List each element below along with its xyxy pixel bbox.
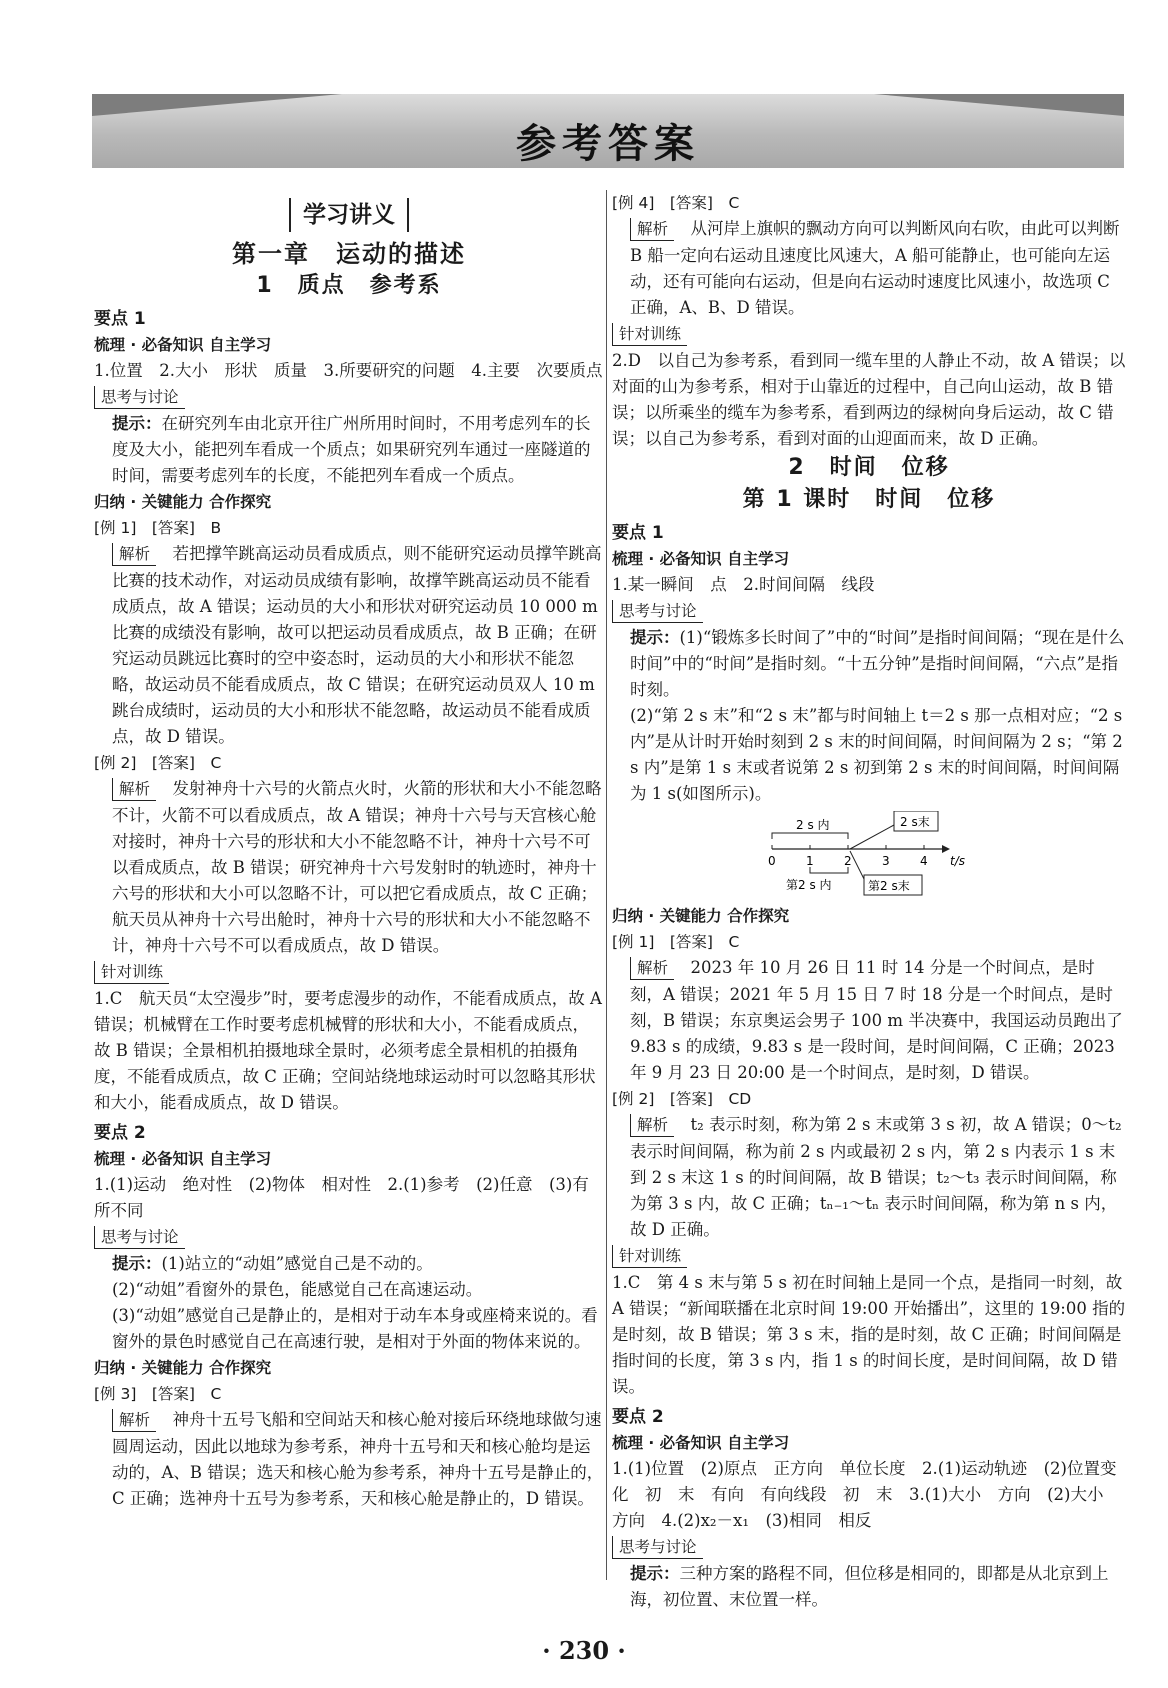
analysis-block — [612, 216, 1126, 321]
discuss-tag: 思考与讨论 — [612, 1536, 703, 1559]
analysis-text: 神舟十五号飞船和空间站天和核心舱对接后环绕地球做匀速圆周运动，因此以地球为参考系，神舟十五号和天和核心舱均是运动的，A、B 错误；选天和核心舱为参考系，神舟十五号是静止的，C 正确；选神舟十五号为参考系，天和核心舱是静止的，D 错误。 — [112, 1410, 604, 1508]
answer-text: 1.(1)位置 (2)原点 正方向 单位长度 2.(1)运动轨迹 (2)位置变化 初 末 有向 有向线段 初 末 3.(1)大小 方向 (2)大小 方向 4.(2)x₂－x₁ (3)相同 相反 — [612, 1459, 1120, 1530]
analysis-block — [612, 1112, 1126, 1243]
hint-text: (1)站立的“动姐”感觉自己是不动的。 — [161, 1254, 433, 1273]
hint-text: 在研究列车由北京开往广州所用时间时，不用考虑列车的长度及大小，能把列车看成一个质点；如果研究列车通过一座隧道的时间，需要考虑列车的长度，不能把列车看成一个质点。 — [112, 414, 591, 485]
lesson-title: 1 质点 参考系 — [256, 273, 442, 298]
analysis-text: 若把撑竿跳高运动员看成质点，则不能研究运动员撑竿跳高比赛的技术动作，对运动员成绩有影响，故撑竿跳高运动员不能看成质点，故 A 错误；运动员的大小和形状对研究运动员 10 000 m 比赛的成绩没有影响，故可以把运动员看成质点，故 B 正确；在研究运动员跳远比赛时的空中姿态时，运动员的大小和形状不能忽略，故运动员不能看成质点，故 C 错误；在研究运动员双人 10 m 跳台成绩时，运动员的大小和形状不能忽略，故运动员不能看成质点，故 D 错误。 — [112, 544, 602, 746]
bracket-2s-in — [772, 833, 848, 839]
pointer-2s-end — [850, 825, 894, 849]
analysis-block — [612, 955, 1126, 1086]
hint-block — [612, 625, 1126, 703]
analysis-tag: 解析 — [630, 218, 674, 241]
example-label: [例 4] [答案] C — [612, 194, 740, 212]
analysis-block — [94, 541, 604, 750]
subsection-heading: 归纳 · 关键能力 合作探究 — [94, 1359, 272, 1377]
analysis-block — [94, 776, 604, 959]
analysis-tag: 解析 — [112, 1409, 156, 1432]
tick-label: 2 — [844, 854, 852, 868]
training-tag: 针对训练 — [612, 323, 687, 346]
hint-text: 三种方案的路程不同，但位移是相同的，即都是从北京到上海，初位置、末位置一样。 — [630, 1564, 1109, 1609]
hint-block — [94, 1251, 604, 1277]
hint-text: (3)“动姐”感觉自己是静止的，是相对于动车本身或座椅来说的。看窗外的景色时感觉自己在高速行驶，是相对于外面的物体来说的。 — [112, 1306, 598, 1351]
training-text: 1.C 航天员“太空漫步”时，要考虑漫步的动作，不能看成质点，故 A 错误；机械臂在工作时要考虑机械臂的形状和大小，不能看成质点，故 B 错误；全景相机拍摄地球全景时，必须考虑全景相机的拍摄角度，不能看成质点，故 C 正确；空间站绕地球运动时可以忽略其形状和大小，能看成质点，故 D 错误。 — [94, 989, 602, 1112]
axis-arrow — [942, 845, 950, 853]
analysis-block — [94, 1407, 604, 1512]
axis-label: t/s — [950, 854, 965, 868]
point-heading: 要点 1 — [612, 523, 664, 543]
section-title — [94, 198, 604, 232]
analysis-tag: 解析 — [630, 957, 674, 980]
header-banner — [92, 94, 1124, 168]
analysis-text: 从河岸上旗帜的飘动方向可以判断风向右吹，由此可以判断 B 船一定向右运动且速度比风速大，A 船可能静止，也可能向左运动，还有可能向右运动，但是向右运动时速度比风速小，故选项 C 正确，A、B、D 错误。 — [630, 219, 1120, 317]
subsection-heading: 梳理 · 必备知识 自主学习 — [94, 1150, 272, 1168]
hint-text: (2)“第 2 s 末”和“2 s 末”都与时间轴上 t＝2 s 那一点相对应；“2 s 内”是从计时开始时刻到 2 s 末的时间间隔，时间间隔为 2 s；“第 2 s 内”是第 1 s 末或者说第 2 s 初到第 2 s 末的时间间隔，时间间隔为 1 s(如图所示)。 — [630, 706, 1123, 803]
hint-block — [94, 411, 604, 489]
discuss-tag: 思考与讨论 — [94, 1226, 185, 1249]
hint-label: 提示： — [630, 628, 680, 647]
answer-text: 1.某一瞬间 点 2.时间间隔 线段 — [612, 575, 875, 594]
discuss-tag: 思考与讨论 — [94, 386, 185, 409]
hint-text: (1)“锻炼多长时间了”中的“时间”是指时间间隔；“现在是什么时间”中的“时间”是指时刻。“十五分钟”是指时间间隔，“六点”是指时刻。 — [630, 628, 1125, 699]
answer-text: 1.位置 2.大小 形状 质量 3.所要研究的问题 4.主要 次要质点 — [94, 361, 603, 380]
timeline-figure — [752, 811, 972, 897]
analysis-text: t₂ 表示时刻，称为第 2 s 末或第 3 s 初，故 A 错误；0～t₂ 表示时间间隔，称为前 2 s 内或最初 2 s 内，第 2 s 内表示 1 s 末到 2 s 末这 1 s 的时间间隔，故 B 错误；t₂～t₃ 表示时间间隔，称为第 3 s 内，故 C 正确；tₙ₋₁～tₙ 表示时间间隔，称为第 n s 内，故 D 正确。 — [630, 1115, 1122, 1239]
subsection-heading: 归纳 · 关键能力 合作探究 — [612, 907, 790, 925]
right-column — [612, 190, 1126, 1613]
pointer-2nd-end — [850, 851, 864, 879]
subsection-heading: 梳理 · 必备知识 自主学习 — [612, 550, 790, 568]
hint-label: 提示： — [112, 414, 162, 433]
class-title: 第 1 课时 时间 位移 — [742, 487, 996, 512]
lesson-title: 2 时间 位移 — [788, 455, 950, 480]
section-title-text: 学习讲义 — [289, 198, 409, 232]
analysis-text: 发射神舟十六号的火箭点火时，火箭的形状和大小不能忽略不计，火箭不可以看成质点，故 A 错误；神舟十六号与天宫核心舱对接时，神舟十六号的形状和大小不能忽略不计，神舟十六号不可以看成质点，故 B 错误；研究神舟十六号发射时的轨迹时，神舟十六号的形状和大小可以忽略不计，可以把它看成质点，故 C 正确；航天员从神舟十六号出舱时，神舟十六号的形状和大小不能忽略不计，神舟十六号不可以看成质点，故 D 错误。 — [112, 779, 602, 955]
subsection-heading: 归纳 · 关键能力 合作探究 — [94, 493, 272, 511]
point-heading: 要点 1 — [94, 309, 146, 329]
discuss-tag: 思考与讨论 — [612, 600, 703, 623]
tick-label: 0 — [768, 854, 776, 868]
page-title: 参考答案 — [516, 121, 700, 167]
training-text: 1.C 第 4 s 末与第 5 s 初在时间轴上是同一个点，是指同一时刻，故 A 错误；“新闻联播在北京时间 19:00 开始播出”，这里的 19:00 指的是时刻，故 B 错误；第 3 s 末，指的是时刻，故 C 正确；时间间隔是指时间的长度，第 3 s 内，指 1 s 的时间长度，是时间间隔，故 D 错误。 — [612, 1273, 1126, 1396]
column-divider — [606, 190, 607, 1580]
answer-text: 1.(1)运动 绝对性 (2)物体 相对性 2.(1)参考 (2)任意 (3)有所不同 — [94, 1175, 589, 1220]
point-heading: 要点 2 — [94, 1123, 146, 1143]
point-heading: 要点 2 — [612, 1407, 664, 1427]
hint-label: 提示： — [630, 1564, 680, 1583]
hint-text: (2)“动姐”看窗外的景色，能感觉自己在高速运动。 — [112, 1280, 483, 1299]
left-column — [94, 190, 604, 1512]
label-2nd-end: 第2 s末 — [868, 879, 910, 893]
tick-label: 1 — [806, 854, 814, 868]
example-label: [例 2] [答案] CD — [612, 1090, 752, 1108]
analysis-tag: 解析 — [112, 778, 156, 801]
chapter-title: 第一章 运动的描述 — [232, 240, 466, 268]
hint-label: 提示： — [112, 1254, 162, 1273]
page-number: · 230 · — [542, 1636, 626, 1665]
subsection-heading: 梳理 · 必备知识 自主学习 — [94, 336, 272, 354]
tick-label: 4 — [920, 854, 928, 868]
example-label: [例 3] [答案] C — [94, 1385, 222, 1403]
subsection-heading: 梳理 · 必备知识 自主学习 — [612, 1434, 790, 1452]
training-tag: 针对训练 — [94, 961, 169, 984]
training-tag: 针对训练 — [612, 1245, 687, 1268]
bracket-2nd-in — [810, 867, 848, 873]
analysis-tag: 解析 — [630, 1114, 674, 1137]
example-label: [例 1] [答案] B — [94, 519, 222, 537]
training-text: 2.D 以自己为参考系，看到同一缆车里的人静止不动，故 A 错误；以对面的山为参考系，相对于山靠近的过程中，自己向山运动，故 B 错误；以所乘坐的缆车为参考系，看到两边的绿树向身后运动，故 C 错误；以自己为参考系，看到对面的山迎面而来，故 D 正确。 — [612, 351, 1126, 448]
hint-block — [612, 1561, 1126, 1613]
tick-label: 3 — [882, 854, 890, 868]
label-2nd-in: 第2 s 内 — [786, 878, 832, 892]
label-2s-end: 2 s末 — [900, 815, 930, 829]
example-label: [例 2] [答案] C — [94, 754, 222, 772]
label-2s-in: 2 s 内 — [796, 818, 830, 832]
analysis-text: 2023 年 10 月 26 日 11 时 14 分是一个时间点，是时刻，A 错误；2021 年 5 月 15 日 7 时 18 分是一个时间点，是时刻，B 错误；东京奥运会男子 100 m 半决赛中，我国运动员跑出了 9.83 s 的成绩，9.83 s 是一段时间，是时间间隔，C 正确；2023 年 9 月 23 日 20:00 是一个时间点，是时刻，D 错误。 — [630, 958, 1123, 1082]
analysis-tag: 解析 — [112, 543, 156, 566]
example-label: [例 1] [答案] C — [612, 933, 740, 951]
